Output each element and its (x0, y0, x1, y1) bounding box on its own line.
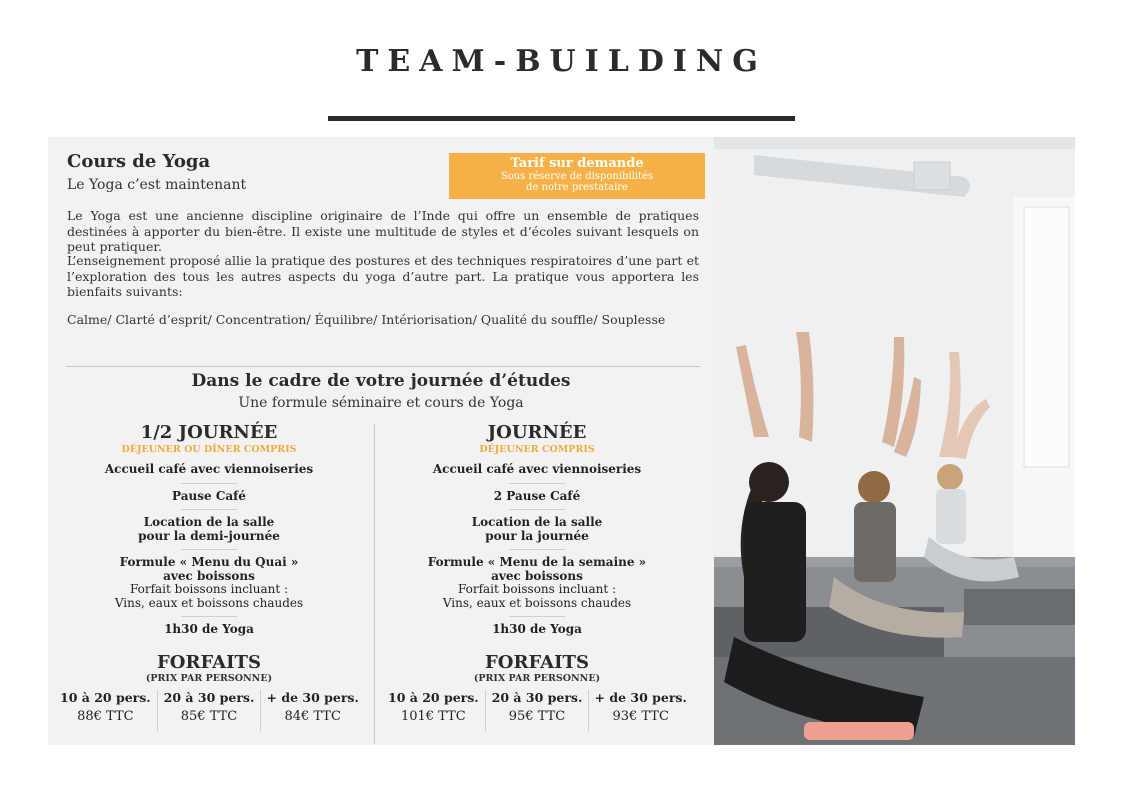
half-day-column (54, 422, 364, 732)
section-divider (66, 366, 700, 367)
description-paragraph-2: L’enseignement proposé allie la pratique des postures et des techniques respiratoires d’une part et l’exploration des tous les autres aspects du yoga d’autre part. La pratique vous apportera les bienfaits suivants: (67, 253, 699, 299)
full-day-price-grid (382, 690, 692, 732)
half-day-item-yoga: 1h30 de Yoga (164, 622, 254, 636)
item-separator (509, 549, 565, 550)
price-cell (157, 690, 261, 732)
price-value: 85€ TTC (180, 708, 238, 724)
price-value: 95€ TTC (508, 708, 566, 724)
price-range: 10 à 20 pers. (60, 689, 151, 705)
full-day-column (382, 422, 692, 732)
price-value: 101€ TTC (400, 708, 466, 724)
full-day-item-menu: Formule « Menu de la semaine » avec boissons Forfait boissons incluant : Vins, eaux et boissons chaudes (427, 555, 647, 610)
price-range: 10 à 20 pers. (388, 689, 479, 705)
column-divider (374, 424, 375, 744)
item-separator (181, 509, 237, 510)
price-cell (485, 690, 589, 732)
price-cell (382, 690, 485, 732)
tarif-badge (449, 153, 705, 199)
item-separator (509, 509, 565, 510)
price-range: + de 30 pers. (266, 689, 359, 705)
price-value: 93€ TTC (612, 708, 669, 724)
section-subtitle: Une formule séminaire et cours de Yoga (238, 395, 524, 411)
course-title: Cours de Yoga (67, 151, 211, 172)
item-separator (509, 483, 565, 484)
half-day-title: 1/2 JOURNÉE (140, 422, 278, 443)
half-day-item-break: Pause Café (172, 488, 246, 503)
tarif-note-line2: de notre prestataire (526, 182, 628, 193)
half-day-forfaits-title: FORFAITS (157, 651, 261, 673)
half-day-note: DÉJEUNER OU DÎNER COMPRIS (121, 444, 297, 455)
full-day-item-welcome: Accueil café avec viennoiseries (432, 462, 642, 476)
course-subtitle: Le Yoga c’est maintenant (67, 177, 247, 193)
section-title: Dans le cadre de votre journée d’études (191, 371, 571, 391)
content-panel (48, 137, 714, 745)
price-range: + de 30 pers. (594, 689, 687, 705)
price-range: 20 à 30 pers. (163, 689, 255, 705)
half-day-item-welcome: Accueil café avec viennoiseries (104, 462, 314, 476)
price-cell (260, 690, 364, 732)
full-day-forfaits-title: FORFAITS (485, 651, 589, 673)
full-day-item-room: Location de la salle pour la journée (471, 515, 603, 543)
half-day-price-grid (54, 690, 364, 732)
full-day-item-break: 2 Pause Café (493, 488, 581, 503)
benefits-list: Calme/ Clarté d’esprit/ Concentration/ Équilibre/ Intériorisation/ Qualité du souffle/ Souplesse (67, 312, 666, 327)
full-day-item-yoga: 1h30 de Yoga (492, 622, 582, 636)
price-cell (54, 690, 157, 732)
page-title: TEAM-BUILDING (356, 44, 767, 79)
description-paragraph-1: Le Yoga est une ancienne discipline originaire de l’Inde qui offre un ensemble de pratiques destinées à apporter du bien-être. Il existe une multitude de styles et d’écoles suivant lesquels on peut pratiquer. (67, 208, 699, 254)
half-day-item-menu: Formule « Menu du Quai » avec boissons Forfait boissons incluant : Vins, eaux et boissons chaudes (114, 555, 304, 610)
tarif-title: Tarif sur demande (510, 156, 644, 171)
title-underline (328, 116, 795, 121)
full-day-note: DÉJEUNER COMPRIS (479, 444, 595, 455)
full-day-title: JOURNÉE (487, 422, 587, 443)
full-day-forfaits-note: (PRIX PAR PERSONNE) (473, 672, 601, 684)
item-separator (181, 483, 237, 484)
item-separator (181, 549, 237, 550)
half-day-item-room: Location de la salle pour la demi-journée (138, 515, 280, 543)
price-range: 20 à 30 pers. (491, 689, 583, 705)
tarif-note-line1: Sous réserve de disponibilités (500, 171, 654, 182)
price-value: 88€ TTC (77, 708, 134, 724)
yoga-class-illustration (714, 137, 1075, 745)
price-value: 84€ TTC (284, 708, 341, 724)
item-separator (509, 616, 565, 617)
price-cell (588, 690, 692, 732)
item-separator (181, 616, 237, 617)
yoga-class-photo (714, 137, 1075, 745)
half-day-forfaits-note: (PRIX PAR PERSONNE) (145, 672, 273, 684)
